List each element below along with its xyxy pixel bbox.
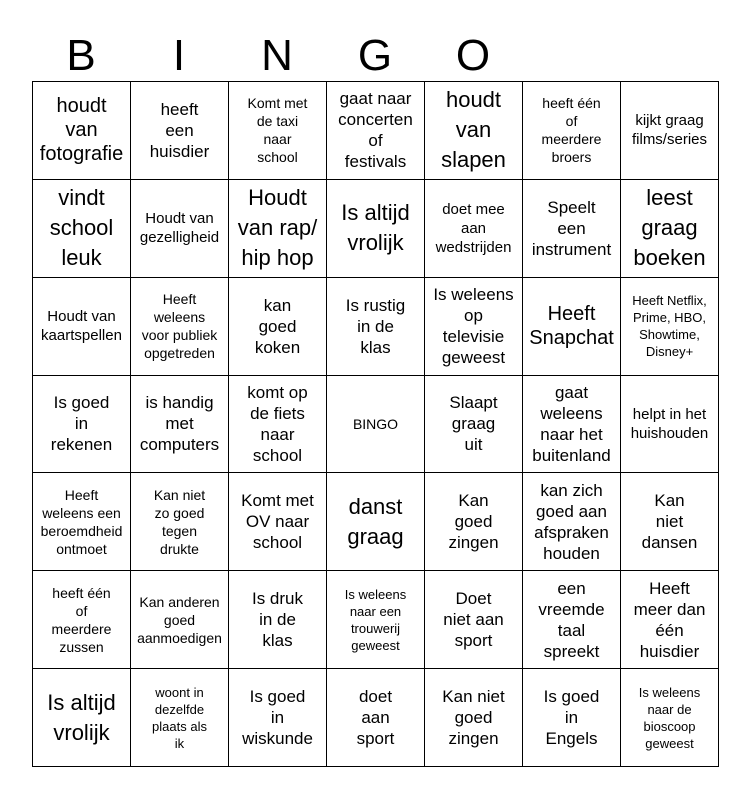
header-letter: G (357, 31, 393, 80)
header-letter: B (66, 31, 96, 80)
bingo-cell[interactable] (229, 473, 327, 571)
bingo-card (32, 81, 719, 767)
bingo-cell[interactable] (621, 669, 719, 767)
bingo-cell[interactable] (229, 82, 327, 180)
bingo-cell[interactable] (621, 571, 719, 669)
bingo-cell[interactable] (229, 179, 327, 277)
cell-text: Speelt een instrument (531, 197, 612, 259)
cell-text: kan zich goed aan afspraken houden (534, 480, 609, 563)
cell-text: houdt van slapen (441, 87, 506, 173)
bingo-cell[interactable] (327, 179, 425, 277)
bingo-cell[interactable] (621, 82, 719, 180)
bingo-cell[interactable] (33, 669, 131, 767)
bingo-cell[interactable] (621, 375, 719, 473)
cell-text: Kan anderen goed aanmoedigen (137, 593, 222, 646)
cell-text: Is goed in rekenen (50, 393, 113, 455)
cell-text: Houdt van kaartspellen (41, 308, 122, 345)
cell-text: Houdt van rap/ hip hop (237, 185, 318, 271)
cell-text: Is altijd vrolijk (47, 689, 116, 745)
header-letter: I (172, 31, 186, 80)
cell-text: heeft één of meerdere broers (541, 95, 602, 166)
cell-text: vindt school leuk (49, 185, 114, 271)
bingo-cell[interactable] (327, 669, 425, 767)
bingo-cell[interactable] (523, 82, 621, 180)
bingo-cell[interactable] (523, 473, 621, 571)
bingo-cell[interactable] (327, 473, 425, 571)
bingo-cell[interactable] (131, 571, 229, 669)
bingo-free-cell[interactable] (327, 375, 425, 473)
bingo-cell[interactable] (425, 669, 523, 767)
cell-text: Heeft weleens een beroemdheid ontmoet (40, 486, 123, 557)
cell-text: helpt in het huishouden (630, 405, 709, 442)
bingo-cell[interactable] (425, 82, 523, 180)
bingo-cell[interactable] (621, 473, 719, 571)
header-letter: N (261, 31, 293, 80)
bingo-row (33, 277, 719, 375)
bingo-row (33, 669, 719, 767)
cell-text: doet aan sport (356, 687, 395, 749)
bingo-cell[interactable] (425, 473, 523, 571)
bingo-cell[interactable] (229, 571, 327, 669)
cell-text: Is altijd vrolijk (341, 200, 410, 256)
cell-text: Heeft Netflix, Prime, HBO, Showtime, Disney+ (632, 293, 707, 360)
cell-text: Komt met de taxi naar school (247, 95, 308, 166)
bingo-cell[interactable] (327, 571, 425, 669)
bingo-cell[interactable] (425, 277, 523, 375)
cell-text: woont in dezelfde plaats als ik (152, 684, 207, 751)
cell-text: kijkt graag films/series (631, 112, 707, 149)
bingo-cell[interactable] (523, 179, 621, 277)
bingo-row (33, 571, 719, 669)
cell-text: heeft één of meerdere zussen (51, 584, 112, 655)
bingo-cell[interactable] (33, 82, 131, 180)
bingo-header (32, 30, 718, 82)
cell-text: Heeft Snapchat (529, 303, 614, 350)
bingo-cell[interactable] (131, 82, 229, 180)
cell-text: Komt met OV naar school (241, 491, 314, 553)
cell-text: houdt van fotografie (39, 95, 124, 166)
cell-text: Is weleens naar een trouwerij geweest (344, 586, 407, 653)
cell-text: heeft een huisdier (149, 99, 210, 161)
cell-text: Is goed in Engels (543, 687, 600, 749)
bingo-cell[interactable] (523, 669, 621, 767)
cell-text: Is weleens op televisie geweest (433, 285, 514, 368)
cell-text: een vreemde taal spreekt (538, 578, 605, 661)
cell-text: komt op de fiets naar school (247, 382, 308, 465)
cell-text: Houdt van gezelligheid (139, 210, 220, 247)
cell-text: gaat weleens naar het buitenland (532, 382, 611, 465)
cell-text: Slaapt graag uit (449, 393, 498, 455)
cell-text: kan goed koken (254, 295, 301, 357)
bingo-cell[interactable] (33, 473, 131, 571)
header-letter: O (455, 31, 491, 80)
bingo-cell[interactable] (131, 179, 229, 277)
bingo-cell[interactable] (425, 179, 523, 277)
bingo-cell[interactable] (131, 669, 229, 767)
bingo-cell[interactable] (229, 277, 327, 375)
cell-text: Is weleens naar de bioscoop geweest (638, 684, 701, 751)
bingo-cell[interactable] (621, 277, 719, 375)
cell-text: Doet niet aan sport (443, 589, 504, 651)
cell-text: Heeft meer dan één huisdier (633, 578, 706, 661)
bingo-cell[interactable] (229, 375, 327, 473)
cell-text: leest graag boeken (633, 185, 706, 271)
bingo-row (33, 82, 719, 180)
bingo-cell[interactable] (523, 375, 621, 473)
bingo-cell[interactable] (621, 179, 719, 277)
bingo-cell[interactable] (229, 669, 327, 767)
cell-text: Kan niet dansen (641, 491, 698, 553)
cell-text: gaat naar concerten of festivals (338, 89, 413, 172)
bingo-cell[interactable] (33, 375, 131, 473)
bingo-cell[interactable] (327, 277, 425, 375)
cell-text: Kan goed zingen (448, 491, 499, 553)
bingo-cell[interactable] (131, 473, 229, 571)
bingo-cell[interactable] (425, 375, 523, 473)
bingo-cell[interactable] (327, 82, 425, 180)
cell-text: danst graag (347, 493, 404, 549)
bingo-cell[interactable] (33, 179, 131, 277)
cell-text: is handig met computers (139, 393, 220, 455)
bingo-cell[interactable] (33, 277, 131, 375)
cell-text: Is druk in de klas (251, 589, 304, 651)
cell-text: doet mee aan wedstrijden (435, 200, 512, 256)
bingo-row (33, 375, 719, 473)
bingo-cell[interactable] (425, 571, 523, 669)
cell-text: Is rustig in de klas (345, 295, 406, 357)
bingo-cell[interactable] (523, 277, 621, 375)
bingo-cell[interactable] (131, 277, 229, 375)
cell-text: Kan niet goed zingen (442, 687, 505, 749)
bingo-row (33, 179, 719, 277)
cell-text: Is goed in wiskunde (242, 687, 313, 749)
bingo-row (33, 473, 719, 571)
cell-text: Kan niet zo goed tegen drukte (153, 486, 206, 557)
bingo-cell[interactable] (131, 375, 229, 473)
bingo-cell[interactable] (33, 571, 131, 669)
free-space-label: BINGO (352, 415, 399, 432)
cell-text: Heeft weleens voor publiek opgetreden (141, 291, 218, 362)
bingo-cell[interactable] (523, 571, 621, 669)
